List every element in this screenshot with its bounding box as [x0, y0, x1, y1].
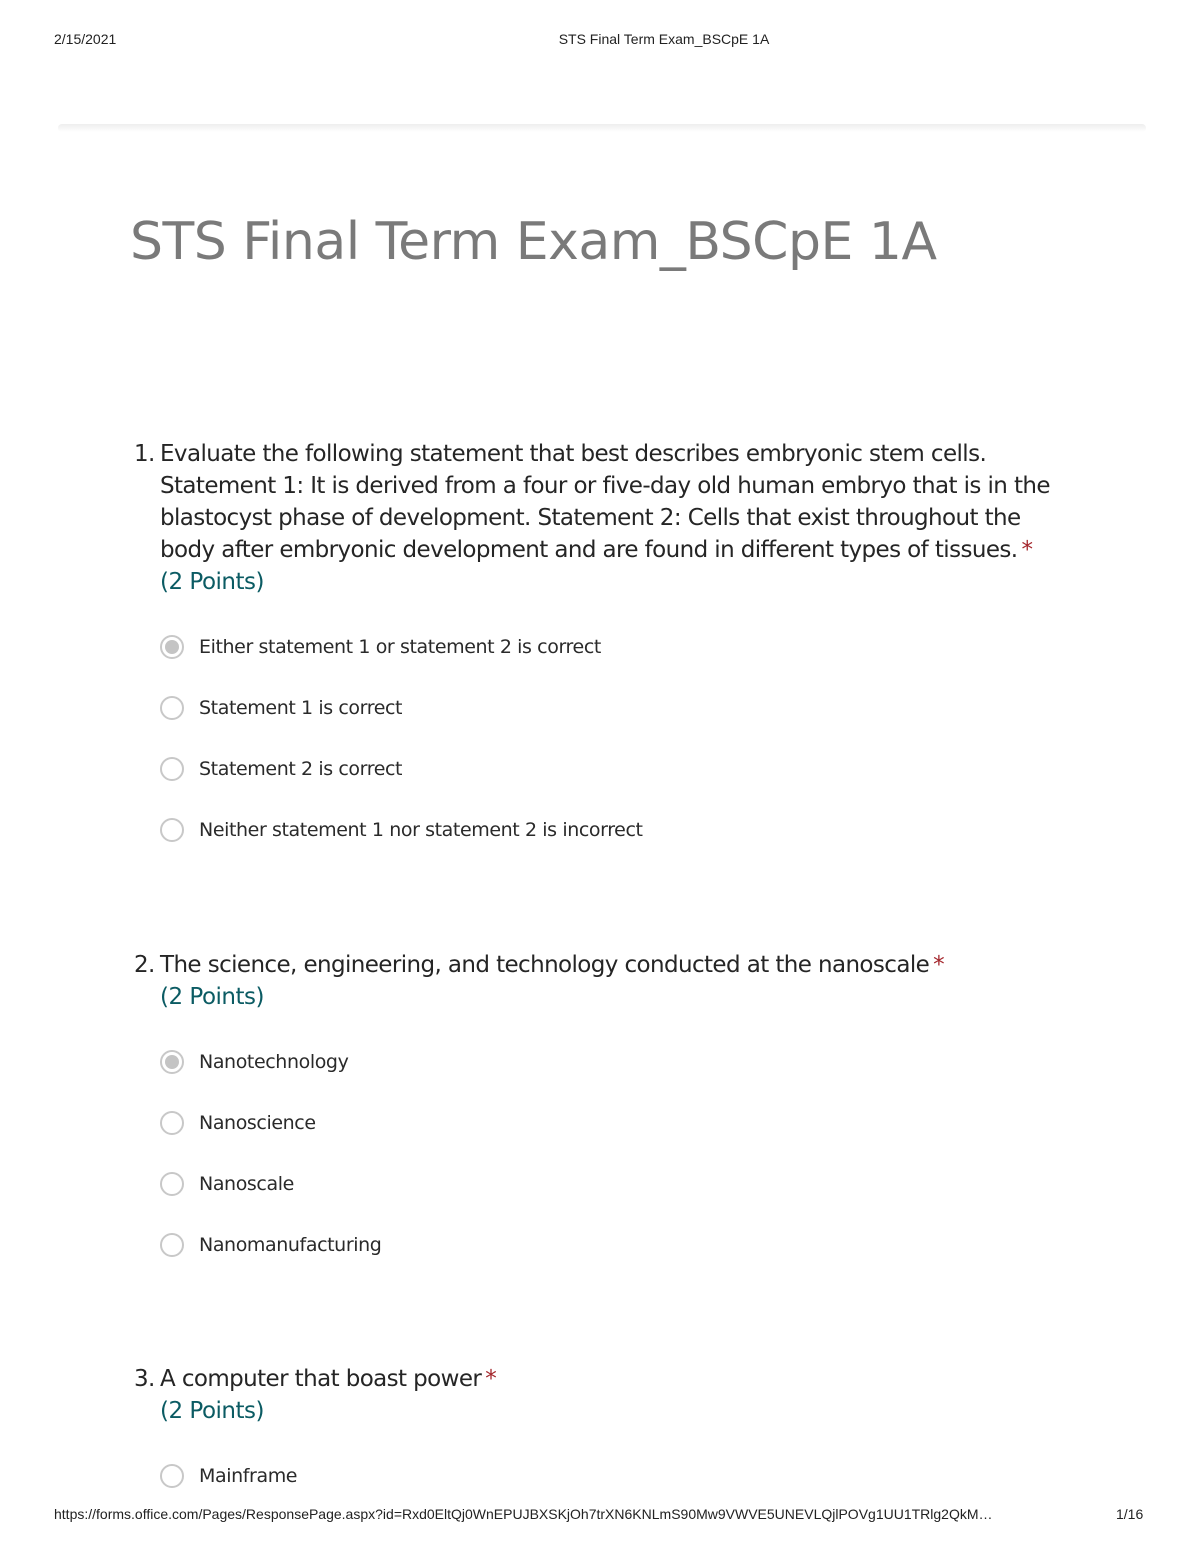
question-points: (2 Points) [160, 984, 264, 1010]
question-points: (2 Points) [160, 1398, 264, 1424]
question-text: The science, engineering, and technology conducted at the nanoscale * [160, 952, 945, 978]
question-number: 1. [134, 441, 155, 467]
radio-button[interactable] [160, 696, 184, 720]
option-nanoscale[interactable] [160, 1153, 1074, 1214]
options-group [160, 1445, 1074, 1506]
question-3 [134, 1363, 1074, 1506]
question-text: Evaluate the following statement that best describes embryonic stem cells. Statement 1: It is derived from a four or five-day old human embryo that is in the blastocyst phase of development. Statement 2: Cells that exist throughout the body after embryonic development and are found in different types of tissues. * [160, 441, 1050, 563]
radio-button-selected[interactable] [160, 635, 184, 659]
radio-button[interactable] [160, 1233, 184, 1257]
options-group [160, 616, 1074, 860]
radio-button-selected[interactable] [160, 1050, 184, 1074]
option-nanomanufacturing[interactable] [160, 1214, 1074, 1275]
radio-button[interactable] [160, 1172, 184, 1196]
radio-button[interactable] [160, 1464, 184, 1488]
question-number: 3. [134, 1366, 155, 1392]
option-label: Nanoscale [199, 1172, 294, 1195]
question-header [134, 438, 1074, 566]
required-asterisk: * [485, 1366, 497, 1392]
question-text: A computer that boast power * [160, 1366, 497, 1392]
question-points: (2 Points) [160, 569, 264, 595]
radio-button[interactable] [160, 818, 184, 842]
option-label: Nanoscience [199, 1111, 316, 1134]
print-footer-page-number: 1/16 [1116, 1506, 1144, 1522]
print-header-title: STS Final Term Exam_BSCpE 1A [558, 31, 770, 47]
question-2 [134, 949, 1074, 1275]
options-group [160, 1031, 1074, 1275]
option-label: Nanomanufacturing [199, 1233, 382, 1256]
form-top-divider [58, 124, 1146, 132]
option-label: Statement 2 is correct [199, 757, 403, 780]
option-label: Either statement 1 or statement 2 is correct [199, 635, 601, 658]
option-statement-1[interactable] [160, 677, 1074, 738]
option-neither-statement[interactable] [160, 799, 1074, 860]
print-header-date: 2/15/2021 [54, 31, 117, 47]
option-label: Neither statement 1 nor statement 2 is incorrect [199, 818, 643, 841]
option-label: Statement 1 is correct [199, 696, 403, 719]
question-header [134, 1363, 1074, 1395]
print-footer-url: https://forms.office.com/Pages/ResponsePage.aspx?id=Rxd0EltQj0WnEPUJBXSKjOh7trXN6KNLmS90Mw9VWVE5UNEVLQjlPOVg1UU1TRlg2QkM… [54, 1506, 993, 1522]
required-asterisk: * [1021, 537, 1033, 563]
required-asterisk: * [933, 952, 945, 978]
radio-button[interactable] [160, 1111, 184, 1135]
option-nanotechnology[interactable] [160, 1031, 1074, 1092]
option-nanoscience[interactable] [160, 1092, 1074, 1153]
option-mainframe[interactable] [160, 1445, 1074, 1506]
option-label: Mainframe [199, 1464, 298, 1487]
question-header [134, 949, 1074, 981]
option-statement-2[interactable] [160, 738, 1074, 799]
form-title: STS Final Term Exam_BSCpE 1A [130, 212, 937, 272]
question-number: 2. [134, 952, 155, 978]
question-1 [134, 438, 1074, 860]
radio-button[interactable] [160, 757, 184, 781]
option-label: Nanotechnology [199, 1050, 349, 1073]
option-either-statement[interactable] [160, 616, 1074, 677]
